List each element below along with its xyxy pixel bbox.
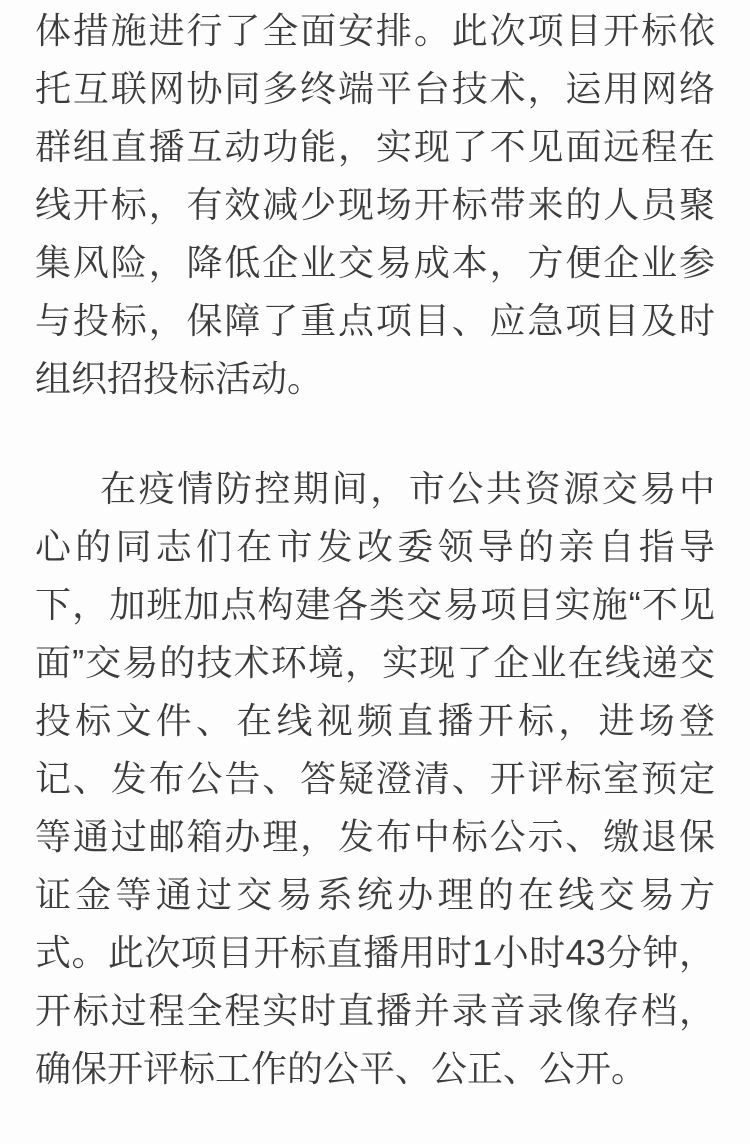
article-line: 托互联网协同多终端平台技术，运用网络 (35, 68, 715, 109)
article-line: 集风险，降低企业交易成本，方便企业参 (35, 242, 715, 283)
article-line: 心的同志们在市发改委领导的亲自指导 (35, 526, 715, 567)
article-line: 开标过程全程实时直播并录音录像存档， (35, 990, 715, 1031)
article-line: 与投标，保障了重点项目、应急项目及时 (35, 300, 715, 341)
article-line: 投标文件、在线视频直播开标，进场登 (35, 700, 715, 741)
article-line: 确保开评标工作的公平、公正、公开。 (35, 1048, 648, 1089)
paragraph-1 (35, 2, 715, 408)
article-line: 记、发布公告、答疑澄清、开评标室预定 (35, 758, 715, 799)
article-line: 面”交易的技术环境，实现了企业在线递交 (35, 642, 715, 683)
article-line: 群组直播互动功能，实现了不见面远程在 (35, 126, 715, 167)
article-line: 组织招投标活动。 (35, 358, 324, 399)
paragraph-2 (35, 460, 715, 1098)
article-line: 下，加班加点构建各类交易项目实施“不见 (35, 584, 715, 625)
article-line: 等通过邮箱办理，发布中标公示、缴退保 (35, 816, 715, 857)
article-line: 在疫情防控期间，市公共资源交易中 (100, 468, 715, 509)
article-line: 证金等通过交易系统办理的在线交易方 (35, 874, 715, 915)
article-line: 体措施进行了全面安排。此次项目开标依 (35, 10, 715, 51)
article-line: 线开标，有效减少现场开标带来的人员聚 (35, 184, 715, 225)
article-line: 式。此次项目开标直播用时1小时43分钟， (35, 932, 715, 973)
